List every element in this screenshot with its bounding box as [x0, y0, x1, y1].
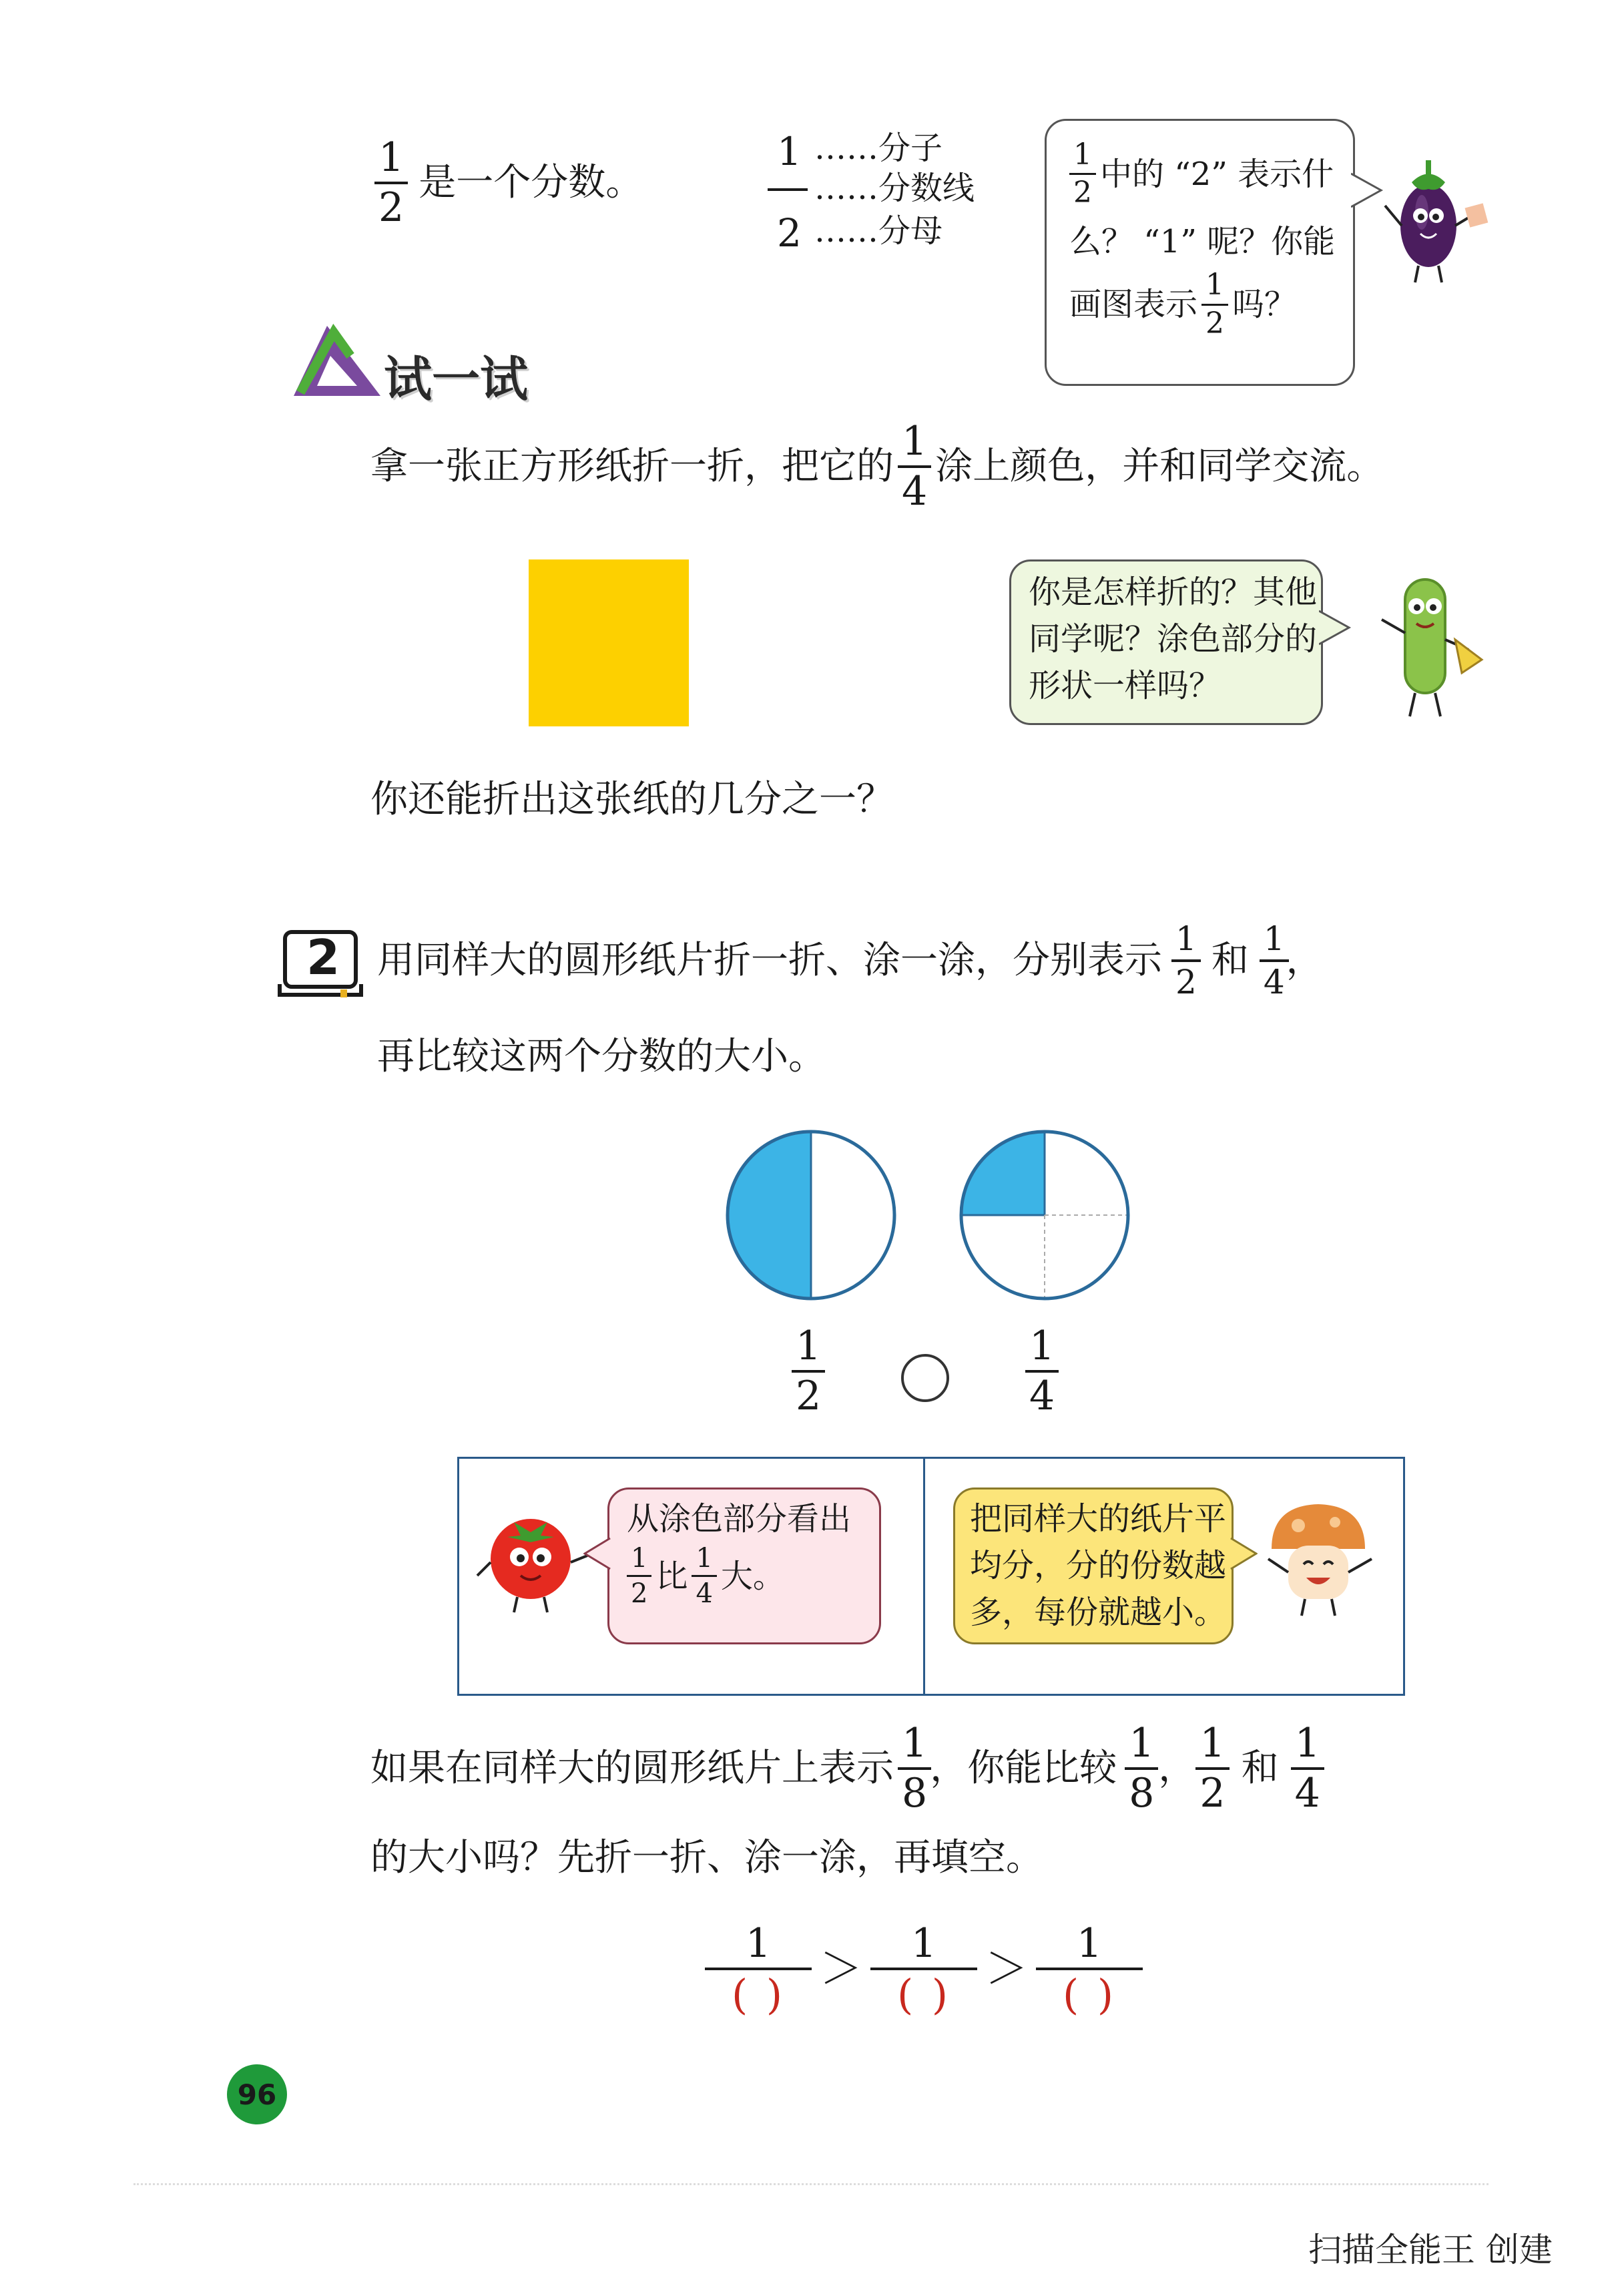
fill-in-inequality	[701, 1920, 1147, 2019]
footer-divider	[133, 2183, 1489, 2185]
extension-line1: 如果在同样大的圆形纸片上表示 $\frac{1}{8}$ ，你能比较 $\frac{1}{8}$ ， $\frac{1}{2}$ 和 $\frac{1}{4}$	[370, 1723, 1328, 1815]
eggplant-mascot-icon	[1375, 152, 1489, 286]
compare-left-fraction: $\frac{1}{2}$	[788, 1325, 829, 1417]
compare-blank-circle[interactable]	[901, 1354, 949, 1402]
page-number-badge	[227, 2064, 287, 2124]
mushroom-speech-bubble: 把同样大的纸片平 均分，分的份数越 多，每份就越小。	[953, 1487, 1234, 1644]
bubble-tail	[583, 1536, 611, 1572]
bubble-tail	[1319, 608, 1352, 648]
bubble-fraction: $\frac{1}{2}$	[1069, 140, 1096, 208]
eggplant-speech-bubble: $\frac{1}{2}$ 中的 “2” 表示什 么？ “1” 呢？你能 画图表示 $\frac{1}{2}$ 吗？	[1045, 119, 1355, 386]
example-2-line1: 用同样大的圆形纸片折一折、涂一涂，分别表示 $\frac{1}{2}$ 和 $\frac{1}{4}$ ，	[377, 919, 1324, 1001]
example-2-line2: 再比较这两个分数的大小。	[377, 1035, 826, 1078]
shaded-sector	[728, 1132, 811, 1299]
anatomy-numerator: 1	[777, 129, 802, 174]
try-section-title: 试一试	[384, 351, 529, 407]
yellow-paper-square	[529, 559, 689, 726]
intro-line	[370, 134, 643, 231]
blank-fraction-2[interactable]: $\frac{1}{( )}$	[870, 1923, 977, 2016]
instruction-fraction: $\frac{1}{4}$	[898, 421, 931, 513]
anatomy-denominator-label: ……分母	[814, 212, 943, 250]
intro-text: 是一个分数。	[419, 161, 643, 204]
circle-quarter-shaded	[955, 1118, 1135, 1312]
tomato-speech-bubble: 从涂色部分看出 $\frac{1}{2}$ 比 $\frac{1}{4}$ 大。	[607, 1487, 881, 1644]
scanner-watermark: 扫描全能王 创建	[1308, 2231, 1553, 2269]
tips-divider	[923, 1459, 925, 1694]
fraction-anatomy	[768, 127, 1001, 260]
tomato-mascot-icon	[474, 1496, 594, 1616]
compare-right-fraction: $\frac{1}{4}$	[1021, 1325, 1063, 1417]
anatomy-bar-label: ……分数线	[814, 170, 975, 207]
bubble-tail	[1230, 1536, 1258, 1572]
example-2-number: 2	[306, 929, 340, 985]
anatomy-denominator: 2	[777, 210, 802, 256]
extension-line2: 的大小吗？先折一折、涂一涂，再填空。	[370, 1836, 1043, 1879]
try-question: 你还能折出这张纸的几分之一？	[370, 778, 894, 821]
page-number: 96	[237, 2078, 277, 2111]
greater-than-sign: ＞	[985, 1945, 1028, 1995]
cucumber-speech-bubble: 你是怎样折的？其他 同学呢？涂色部分的 形状一样吗？	[1009, 559, 1323, 725]
blank-fraction-3[interactable]: $\frac{1}{( )}$	[1036, 1923, 1143, 2016]
circle-half-shaded	[721, 1118, 901, 1312]
greater-than-sign: ＞	[820, 1945, 862, 1995]
anatomy-bar	[768, 188, 808, 191]
mushroom-mascot-icon	[1258, 1492, 1378, 1619]
triangle-ruler-icon	[287, 319, 387, 406]
cucumber-mascot-icon	[1368, 566, 1489, 720]
intro-fraction: $\frac{1}{2}$	[374, 137, 408, 229]
blank-fraction-1[interactable]: $\frac{1}{( )}$	[705, 1923, 812, 2016]
anatomy-numerator-label: ……分子	[814, 130, 943, 167]
try-instruction: 拿一张正方形纸折一折，把它的 $\frac{1}{4}$ 涂上颜色，并和同学交流。	[370, 418, 1384, 515]
